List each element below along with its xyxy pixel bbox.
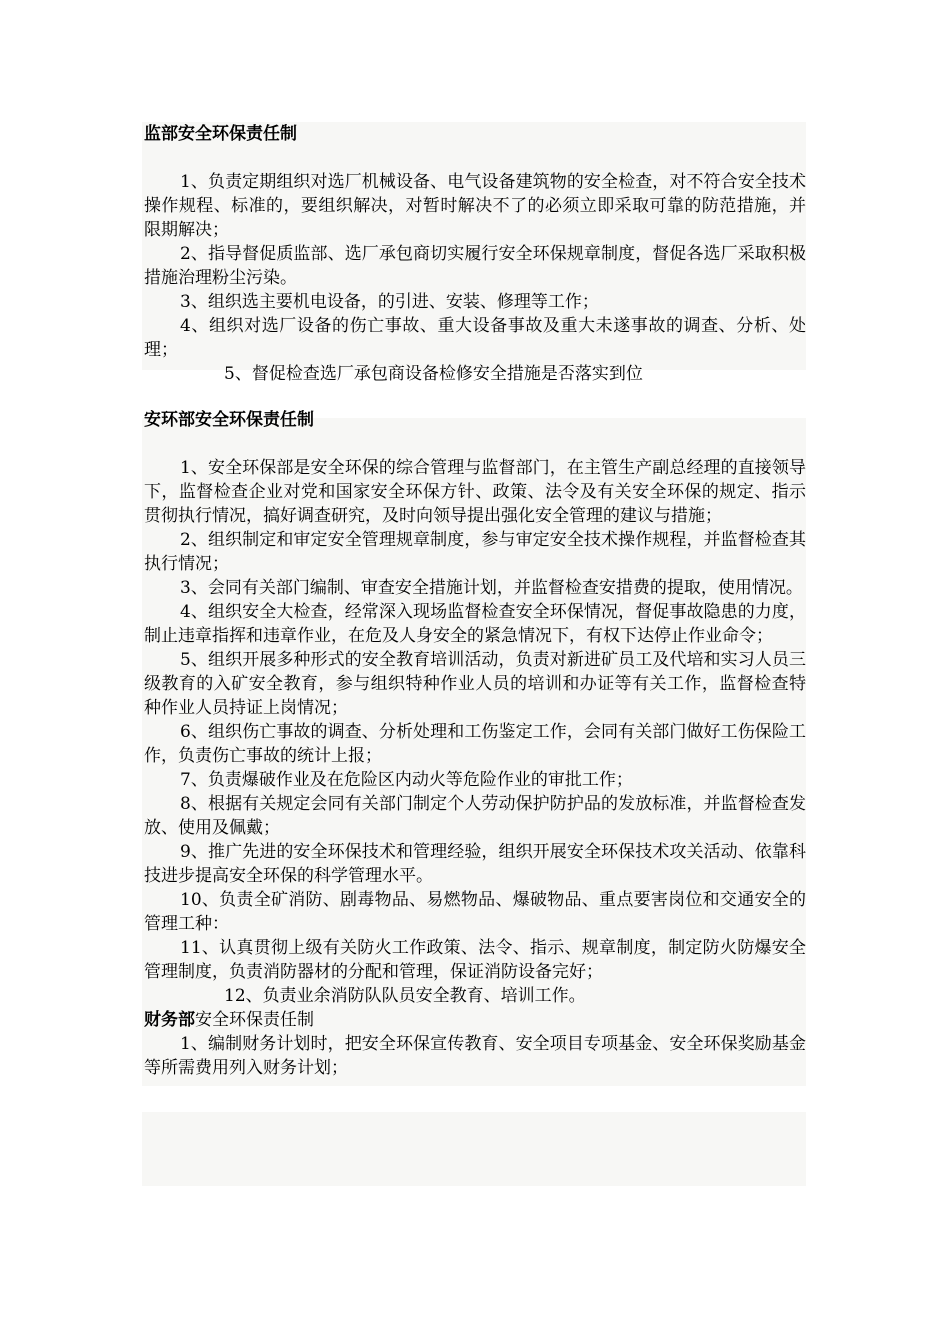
list-item: 12、负责业余消防队队员安全教育、培训工作。 <box>224 986 586 1006</box>
spacer <box>144 146 806 170</box>
section-title-supervision: 监部安全环保责任制 <box>144 124 297 144</box>
list-item: 6、组织伤亡事故的调查、分析处理和工伤鉴定工作，会同有关部门做好工伤保险工作，负责伤亡事故的统计上报； <box>144 722 806 766</box>
list-item: 10、负责全矿消防、剧毒物品、易燃物品、爆破物品、重点要害岗位和交通安全的管理工种： <box>144 890 806 934</box>
spacer <box>144 386 806 408</box>
section-title-finance <box>144 1008 806 1032</box>
list-item: 3、会同有关部门编制、审查安全措施计划，并监督检查安措费的提取，使用情况。 <box>180 578 803 598</box>
list-item: 3、组织选主要机电设备，的引进、安装、修理等工作； <box>180 292 599 312</box>
list-item: 1、安全环保部是安全环保的综合管理与监督部门，在主管生产副总经理的直接领导下，监督检查企业对党和国家安全环保方针、政策、法令及有关安全环保的规定、指示贯彻执行情况，搞好调查研究，及时向领导提出强化安全管理的建议与措施； <box>144 458 806 526</box>
section-title-finance-bold: 财务部 <box>144 1010 195 1030</box>
document-body <box>144 122 806 1080</box>
shade-band-3 <box>142 1112 806 1186</box>
list-item: 5、组织开展多种形式的安全教育培训活动，负责对新进矿员工及代培和实习人员三级教育的入矿安全教育，参与组织特种作业人员的培训和办证等有关工作，监督检查特种作业人员持证上岗情况； <box>144 650 806 718</box>
section-title-safety-env: 安环部安全环保责任制 <box>144 410 314 430</box>
list-item: 9、推广先进的安全环保技术和管理经验，组织开展安全环保技术攻关活动、依靠科技进步提高安全环保的科学管理水平。 <box>144 842 806 886</box>
list-item: 4、组织对选厂设备的伤亡事故、重大设备事故及重大未遂事故的调查、分析、处理； <box>144 316 806 360</box>
section-title-finance-rest: 安全环保责任制 <box>195 1010 314 1030</box>
spacer <box>144 432 806 456</box>
list-item: 2、指导督促质监部、选厂承包商切实履行安全环保规章制度，督促各选厂采取积极措施治理粉尘污染。 <box>144 244 806 288</box>
list-item: 1、编制财务计划时，把安全环保宣传教育、安全项目专项基金、安全环保奖励基金等所需费用列入财务计划； <box>144 1034 806 1078</box>
list-item: 11、认真贯彻上级有关防火工作政策、法令、指示、规章制度，制定防火防爆安全管理制度，负责消防器材的分配和管理，保证消防设备完好； <box>144 938 806 982</box>
list-item: 4、组织安全大检查，经常深入现场监督检查安全环保情况，督促事故隐患的力度，制止违章指挥和违章作业，在危及人身安全的紧急情况下，有权下达停止作业命令； <box>144 602 806 646</box>
list-item: 7、负责爆破作业及在危险区内动火等危险作业的审批工作； <box>180 770 633 790</box>
list-item: 5、督促检查选厂承包商设备检修安全措施是否落实到位 <box>224 364 643 384</box>
list-item: 2、组织制定和审定安全管理规章制度，参与审定安全技术操作规程，并监督检查其执行情况； <box>144 530 806 574</box>
list-item: 8、根据有关规定会同有关部门制定个人劳动保护防护品的发放标准，并监督检查发放、使用及佩戴； <box>144 794 806 838</box>
list-item: 1、负责定期组织对选厂机械设备、电气设备建筑物的安全检查，对不符合安全技术操作规程、标准的，要组织解决，对暂时解决不了的必须立即采取可靠的防范措施，并限期解决； <box>144 172 806 240</box>
